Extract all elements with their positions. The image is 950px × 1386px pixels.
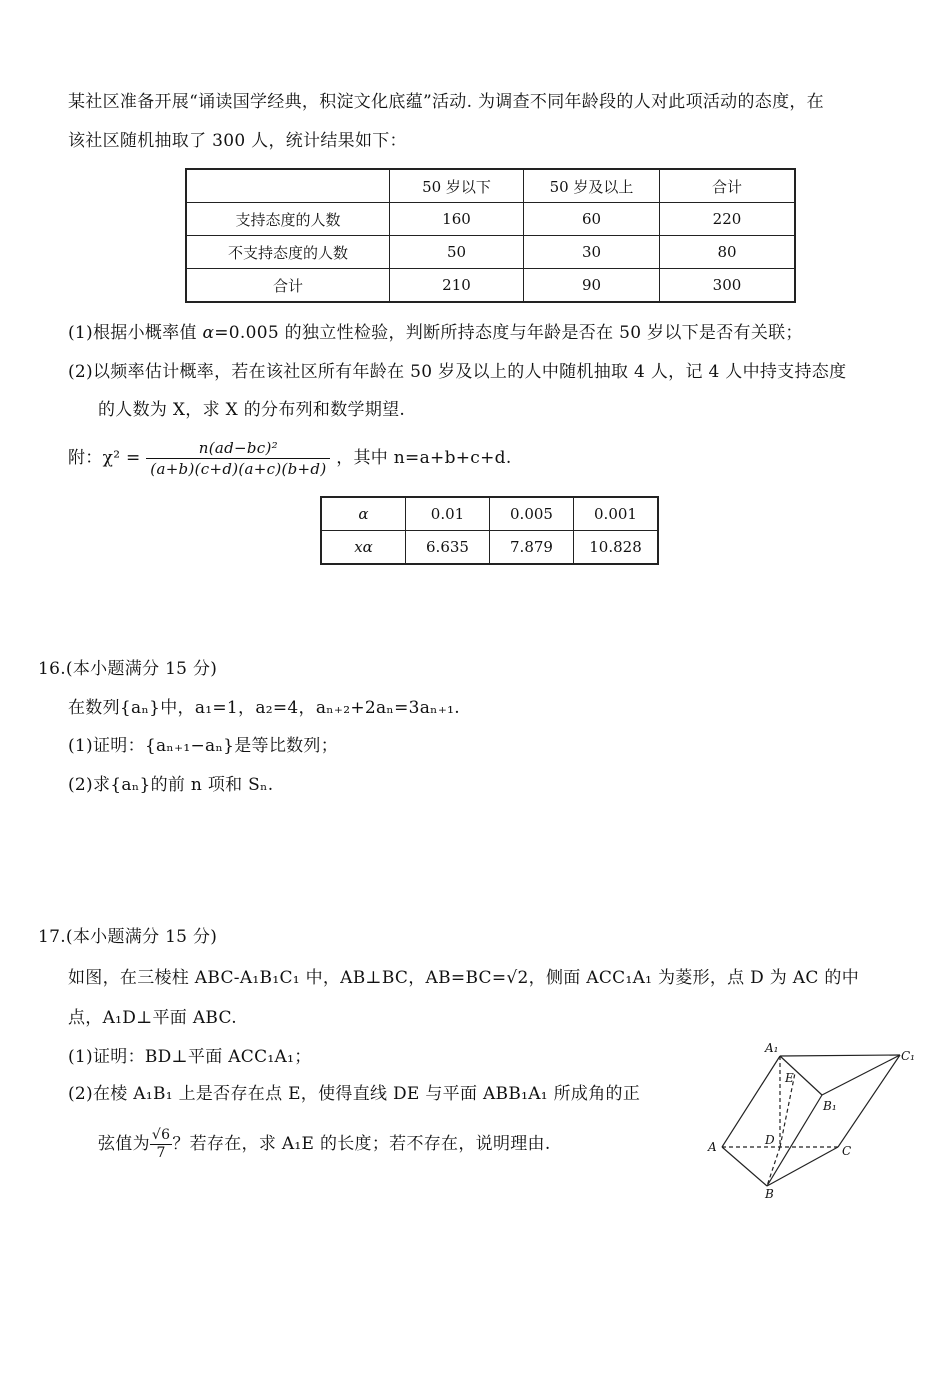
edge-A-B xyxy=(722,1147,767,1186)
label-E: E xyxy=(785,1071,794,1085)
table-row xyxy=(321,497,658,531)
q17-part1: (1)证明：BD⊥平面 ACC₁A₁； xyxy=(68,1047,312,1067)
critical-value-table xyxy=(320,496,659,565)
table-cell: α xyxy=(321,497,406,531)
label-C1: C₁ xyxy=(901,1049,915,1063)
label-D: D xyxy=(765,1133,775,1147)
table-cell: 6.635 xyxy=(406,531,490,565)
q16-part1: (1)证明：{aₙ₊₁−aₙ}是等比数列； xyxy=(68,736,339,756)
table-header-row xyxy=(186,169,795,203)
q15-part1 xyxy=(68,321,803,345)
appendix-suffix: ，其中 n=a+b+c+d. xyxy=(336,448,512,468)
formula-denominator: (a+b)(c+d)(a+c)(b+d) xyxy=(150,460,327,478)
table-cell: 50 岁以下 xyxy=(390,169,524,203)
table-cell: 7.879 xyxy=(490,531,574,565)
table-cell: 90 xyxy=(524,269,660,303)
edge-B-C xyxy=(767,1147,838,1186)
label-A: A xyxy=(708,1140,717,1154)
table-cell: 300 xyxy=(660,269,796,303)
edge-C-C1 xyxy=(838,1055,900,1147)
q17-part2-suffix: ？若存在，求 A₁E 的长度；若不存在，说明理由. xyxy=(172,1134,551,1154)
prism-figure xyxy=(705,1040,917,1202)
chi-square-formula xyxy=(146,438,330,479)
table-cell: 0.005 xyxy=(490,497,574,531)
table-cell: xα xyxy=(321,531,406,565)
table-cell: 支持态度的人数 xyxy=(186,203,390,236)
table-cell: 50 岁及以上 xyxy=(524,169,660,203)
fraction-numerator: √6 xyxy=(151,1127,171,1143)
table-cell xyxy=(186,169,390,203)
table-cell: 50 xyxy=(390,236,524,269)
alpha-symbol: α xyxy=(202,323,215,343)
q16-number: 16.(本小题满分 15 分) xyxy=(38,659,218,679)
q15-part2-line1: (2)以频率估计概率，若在该社区所有年龄在 50 岁及以上的人中随机抽取 4 人，记 4 人中持支持态度 xyxy=(68,362,847,382)
formula-numerator: n(ad−bc)² xyxy=(146,438,330,459)
q16-stem: 在数列{aₙ}中，a₁=1，a₂=4，aₙ₊₂+2aₙ=3aₙ₊₁. xyxy=(68,698,460,718)
table-cell: 60 xyxy=(524,203,660,236)
q15-intro-line2: 该社区随机抽取了 300 人，统计结果如下： xyxy=(68,131,407,151)
sine-value-fraction xyxy=(150,1127,172,1162)
table-cell: 10.828 xyxy=(574,531,659,565)
q15-appendix xyxy=(68,436,512,480)
table-row xyxy=(321,531,658,565)
q15-part2-line2: 的人数为 X，求 X 的分布列和数学期望. xyxy=(98,400,406,420)
q16-part2: (2)求{aₙ}的前 n 项和 Sₙ. xyxy=(68,775,274,795)
q17-part2-prefix: 弦值为 xyxy=(98,1134,150,1154)
appendix-prefix: 附：χ² = xyxy=(68,448,141,468)
table-row xyxy=(186,203,795,236)
frequency-table xyxy=(185,168,796,303)
table-cell: 80 xyxy=(660,236,796,269)
table-cell: 0.001 xyxy=(574,497,659,531)
label-A1: A₁ xyxy=(765,1041,779,1055)
table-row xyxy=(186,236,795,269)
table-cell: 160 xyxy=(390,203,524,236)
q15-intro-line1: 某社区准备开展“诵读国学经典，积淀文化底蕴”活动. 为调查不同年龄段的人对此项活动的态度，在 xyxy=(68,92,824,112)
edge-B1-C1 xyxy=(822,1055,900,1095)
label-C: C xyxy=(842,1144,852,1158)
q17-part2-line2 xyxy=(98,1124,551,1164)
q15-part1-text-a: (1)根据小概率值 xyxy=(68,323,203,343)
q17-number: 17.(本小题满分 15 分) xyxy=(38,927,218,947)
table-row xyxy=(186,269,795,303)
table-cell: 合计 xyxy=(186,269,390,303)
q17-stem-line2: 点，A₁D⊥平面 ABC. xyxy=(68,1008,237,1028)
q17-stem-line1: 如图，在三棱柱 ABC-A₁B₁C₁ 中，AB⊥BC，AB=BC=√2，侧面 ACC₁A₁ 为菱形，点 D 为 AC 的中 xyxy=(68,968,859,988)
label-B1: B₁ xyxy=(823,1099,837,1113)
table-cell: 220 xyxy=(660,203,796,236)
table-cell: 30 xyxy=(524,236,660,269)
q17-part2-line1: (2)在棱 A₁B₁ 上是否存在点 E，使得直线 DE 与平面 ABB₁A₁ 所成角的正 xyxy=(68,1084,641,1104)
fraction-denominator: 7 xyxy=(156,1145,166,1161)
table-cell: 合计 xyxy=(660,169,796,203)
table-cell: 不支持态度的人数 xyxy=(186,236,390,269)
table-cell: 0.01 xyxy=(406,497,490,531)
table-cell: 210 xyxy=(390,269,524,303)
edge-B-B1 xyxy=(767,1095,822,1186)
edge-A1-C1 xyxy=(780,1055,900,1056)
q15-part1-text-b: =0.005 的独立性检验，判断所持态度与年龄是否在 50 岁以下是否有关联； xyxy=(214,323,803,343)
label-B: B xyxy=(765,1187,774,1201)
